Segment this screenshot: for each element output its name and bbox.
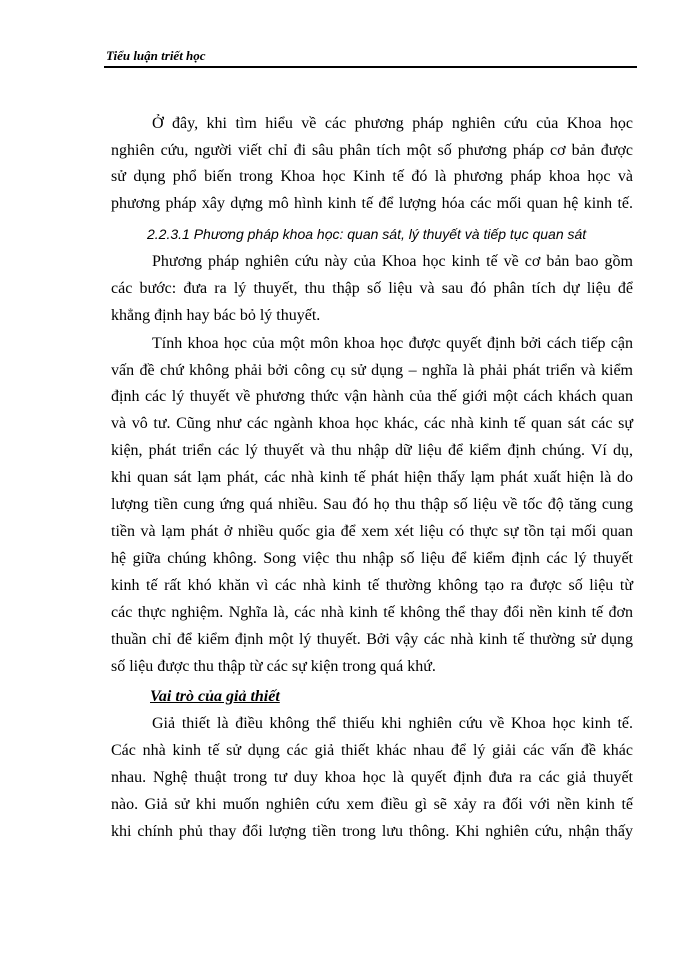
text-line: các thực nghiệm. Nghĩa là, các nhà kinh tế không thể thay đổi nền kinh tế đơn: [111, 604, 633, 621]
text-line: các bước: đưa ra lý thuyết, thu thập số liệu và sau đó phân tích dự liệu để: [111, 280, 633, 297]
text-line: kiện, phát triển các lý thuyết và thu nhập dữ liệu để kiểm định chúng. Ví dụ,: [111, 442, 633, 459]
text-line: vấn đề chứ không phải bởi công cụ sử dụng – nghĩa là phải phát triển và kiểm: [111, 362, 633, 379]
text-line: nghiên cứu, người viết chỉ đi sâu phân tích một số phương pháp cơ bản được: [111, 142, 633, 159]
text-line: số liệu được thu thập từ các sự kiện trong quá khứ.: [111, 658, 436, 675]
text-line: hệ giữa chúng không. Song việc thu nhập số liệu để kiểm định các lý thuyết: [111, 550, 633, 567]
text-line: nhau. Nghệ thuật trong tư duy khoa học là quyết định đưa ra các giả thuyết: [111, 769, 633, 786]
text-line: khi quan sát lạm phát, các nhà kinh tế phát hiện thấy lạm phát xuất hiện là do: [111, 469, 633, 486]
text-line: thuần chỉ để kiểm định một lý thuyết. Bởi vậy các nhà kinh tế thường sử dụng: [111, 631, 633, 648]
section-subheading: 2.2.3.1 Phương pháp khoa học: quan sát, lý thuyết và tiếp tục quan sát: [147, 226, 587, 242]
text-line: định các lý thuyết về phương thức vận hành của thế giới một cách khách quan: [111, 388, 633, 405]
text-line: lượng tiền cung ứng quá nhiều. Sau đó họ thu thập số liệu về tốc độ tăng cung: [111, 496, 633, 513]
text-line: Giả thiết là điều không thể thiếu khi nghiên cứu về Khoa học kinh tế.: [152, 715, 633, 732]
text-line: tiền và lạm phát ở nhiều quốc gia để xem xét liệu có thực sự tồn tại mối quan: [111, 523, 633, 540]
text-line: phương pháp xây dựng mô hình kinh tế để lượng hóa các mối quan hệ kinh tế.: [111, 195, 633, 212]
text-line: Tính khoa học của một môn khoa học được quyết định bởi cách tiếp cận: [152, 335, 633, 352]
running-header: [104, 48, 637, 68]
header-title: Tiểu luận triết học: [106, 48, 206, 63]
section-heading: Vai trò của giả thiết: [150, 688, 280, 705]
text-line: và vô tư. Cũng như các ngành khoa học khác, các nhà kinh tế quan sát các sự: [111, 415, 633, 432]
text-line: khi chính phủ thay đổi lượng tiền trong lưu thông. Khi nghiên cứu, nhận thấy: [111, 823, 633, 840]
text-line: Các nhà kinh tế sử dụng các giả thiết khác nhau để lý giải các vấn đề khác: [111, 742, 633, 759]
text-line: Ở đây, khi tìm hiểu về các phương pháp nghiên cứu của Khoa học: [152, 115, 633, 132]
text-line: kinh tế rất khó khăn vì các nhà kinh tế thường không tạo ra được số liệu từ: [111, 577, 633, 594]
text-line: Phương pháp nghiên cứu này của Khoa học kinh tế về cơ bản bao gồm: [152, 253, 633, 270]
text-line: sử dụng phổ biến trong Khoa học Kinh tế đó là phương pháp khoa học và: [111, 168, 633, 185]
text-line: nào. Giả sử khi muốn nghiên cứu xem điều gì sẽ xảy ra đối với nền kinh tế: [111, 796, 633, 813]
text-line: khẳng định hay bác bỏ lý thuyết.: [111, 307, 321, 324]
